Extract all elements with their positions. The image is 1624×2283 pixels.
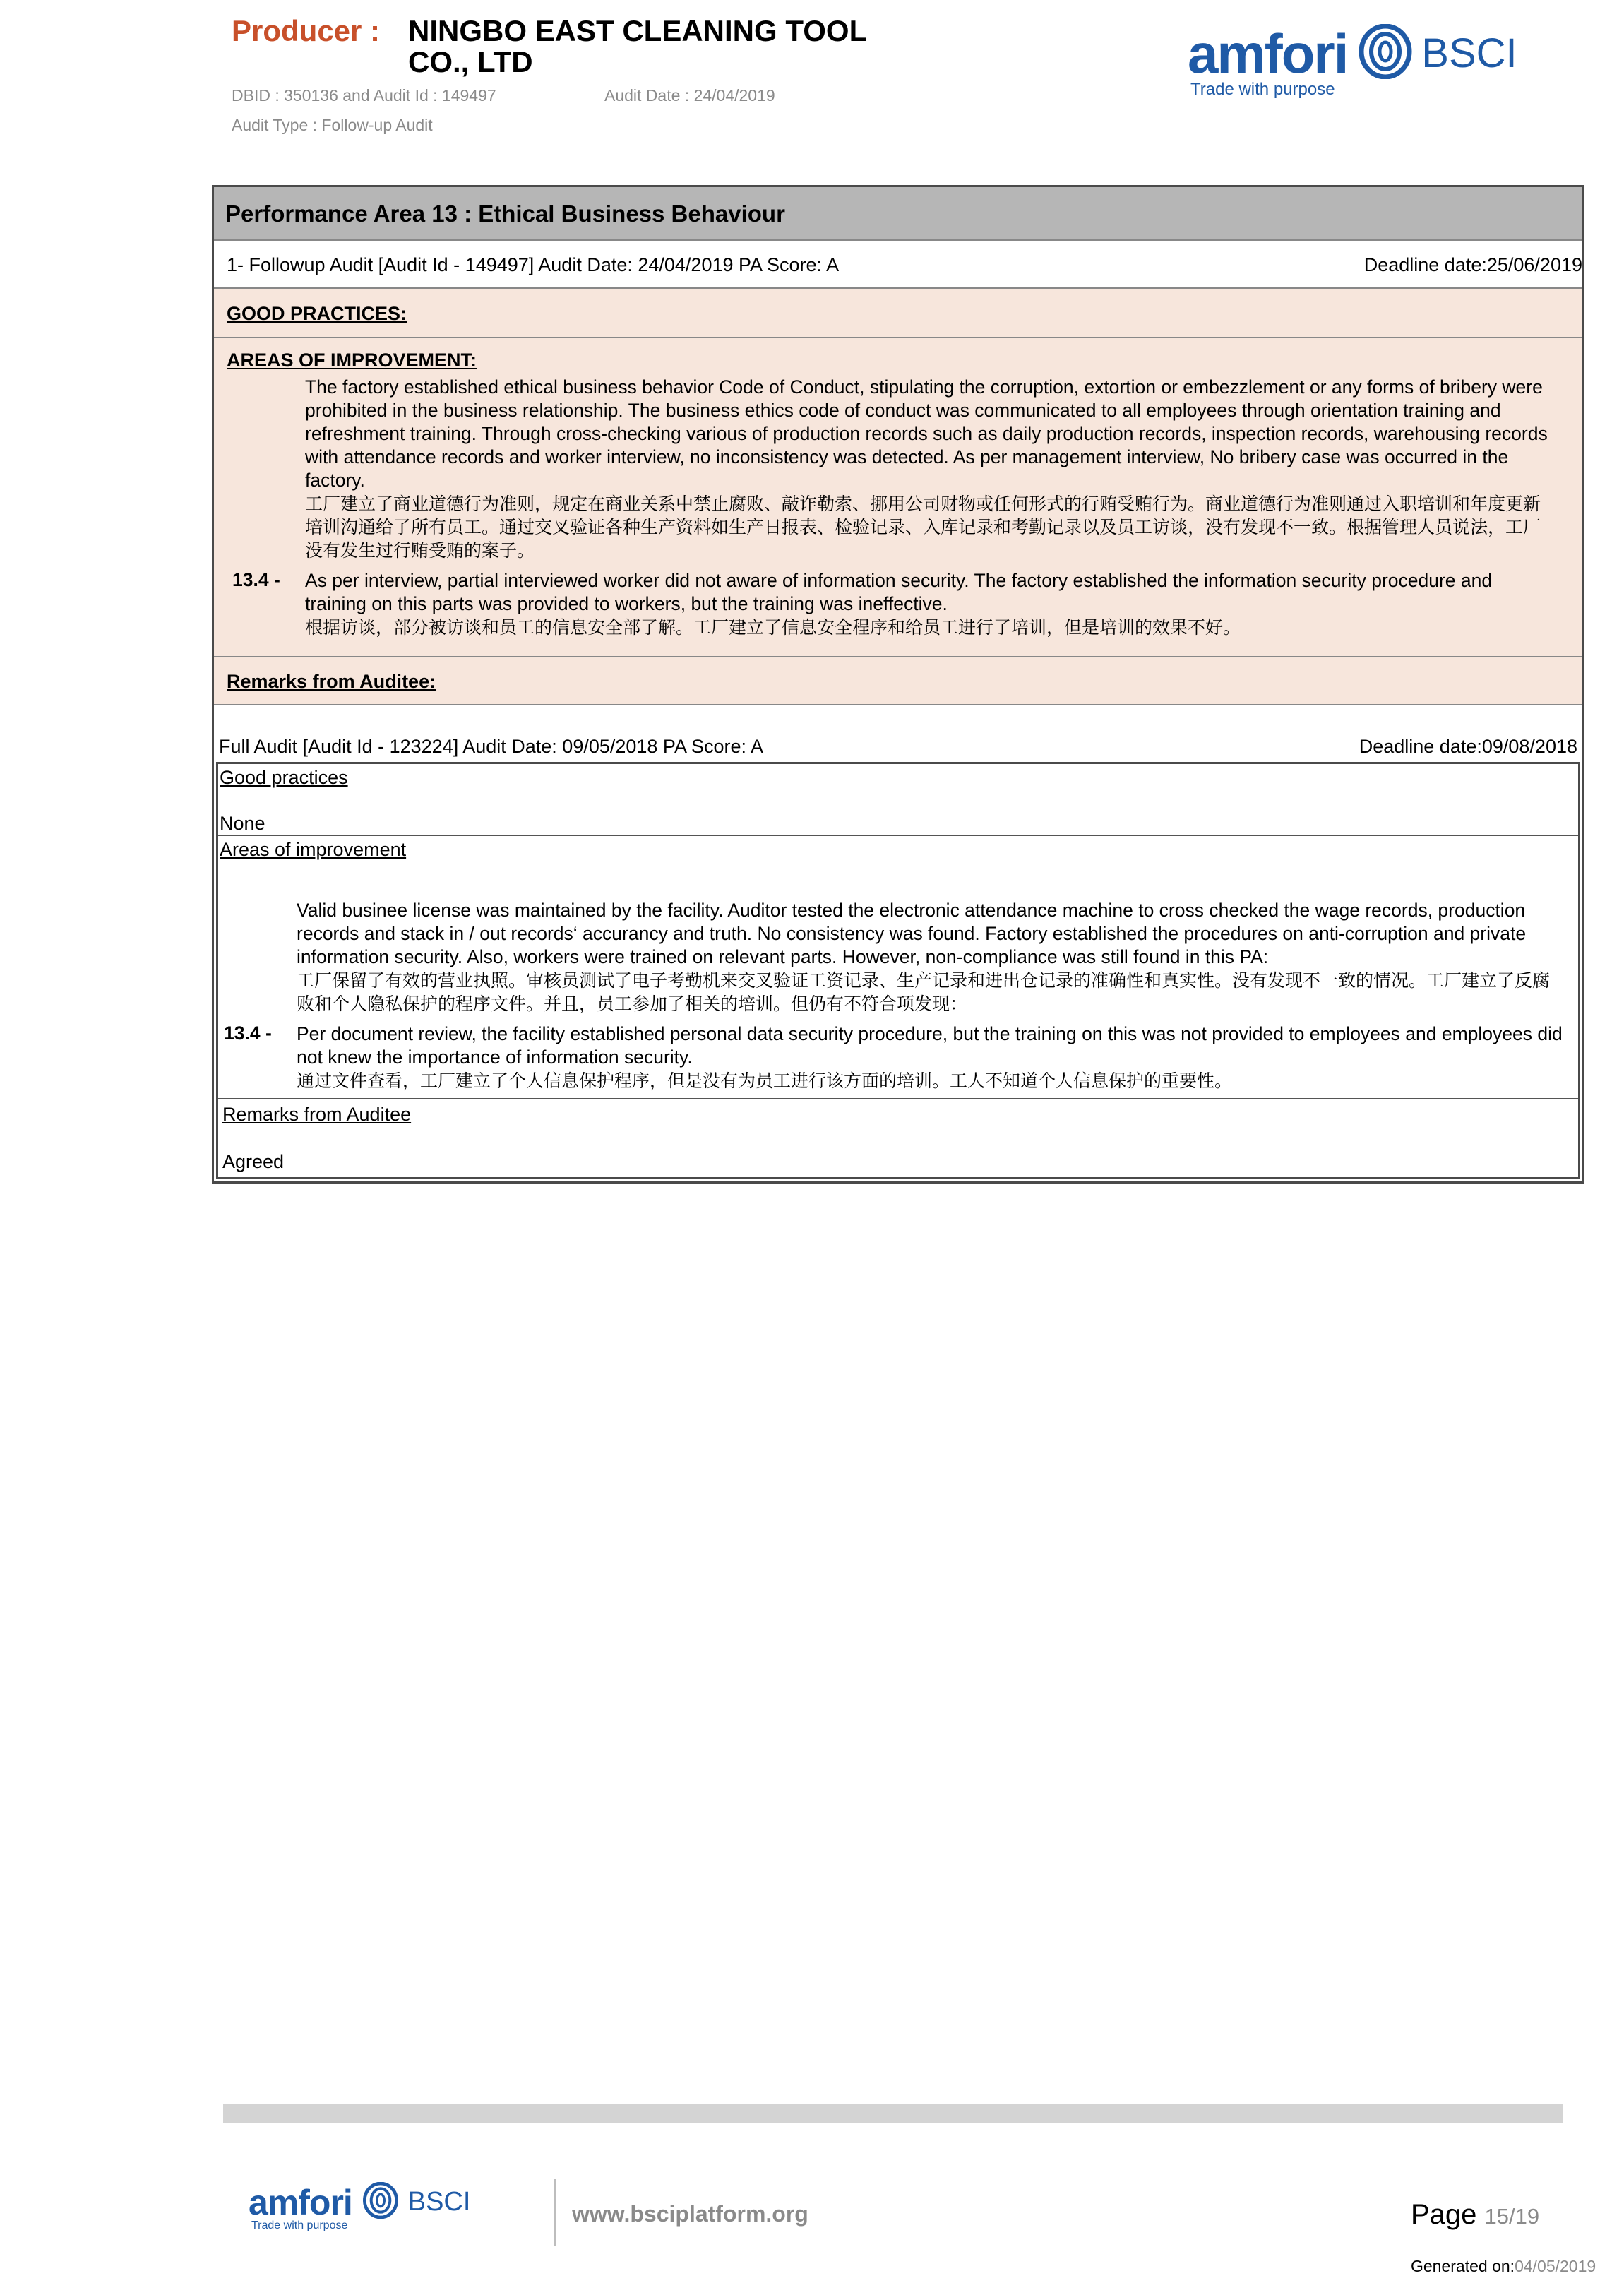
followup-audit-summary: 1- Followup Audit [Audit Id - 149497] Audit Date: 24/04/2019 PA Score: A (227, 254, 840, 275)
full-audit-good-practices-label: Good practices (220, 767, 348, 788)
producer-name-line2: CO., LTD (408, 45, 533, 78)
followup-deadline: Deadline date:25/06/2019 (1363, 254, 1582, 275)
footer-divider (554, 2179, 556, 2246)
followup-audit-row (214, 241, 1582, 289)
performance-area-table (212, 185, 1584, 1184)
full-audit-areas-label: Areas of improvement (220, 839, 407, 860)
full-audit-improvement-en: Valid businee license was maintained by the facility. Auditor tested the electronic attendance machine to cross checked the wage records, production records and stack in / out records‘ accurancy and truth. No consistency was found. Factory established the procedures on anti-corruption and private information security. Also, workers were trained on relevant parts. However, non-compliance was still found in this PA: (297, 900, 1527, 967)
generated-label: Generated on: (1411, 2257, 1515, 2275)
finding-number: 13.4 - (232, 569, 280, 590)
page-number (1411, 2199, 1539, 2231)
footer-amfori-bsci-logo (249, 2182, 470, 2232)
producer-name-line1: NINGBO EAST CLEANING TOOL (408, 14, 868, 47)
page-label: Page (1411, 2199, 1477, 2230)
full-audit-good-practices-value: None (220, 813, 265, 834)
footer-logo-word: amfori (249, 2182, 352, 2222)
footer-bar (223, 2104, 1563, 2123)
good-practices-label: GOOD PRACTICES: (227, 303, 407, 324)
amfori-ring-icon (1358, 24, 1413, 83)
improvement-text-zh: 工厂建立了商业道德行为准则，规定在商业关系中禁止腐败、敲诈勒索、挪用公司财物或任何形式的行贿受贿行为。商业道德行为准则通过入职培训和年度更新培训沟通给了所有员工。通过交叉验证各种生产资料如生产日报表、检验记录、入库记录和考勤记录以及员工访谈，没有发现不一致。根据管理人员说法，工厂没有发生过行贿受贿的案子。 (305, 494, 1541, 561)
finding-text-en: As per interview, partial interviewed worker did not aware of information security. The factory established the information security procedure and training on this parts was provided to workers, but the training was ineffective. (305, 570, 1493, 614)
footer-logo-bsci: BSCI (407, 2187, 471, 2217)
logo-tagline: Trade with purpose (1190, 80, 1335, 99)
full-audit-row (214, 705, 1582, 762)
full-audit-remarks (218, 1099, 1578, 1177)
full-audit-details (216, 762, 1580, 1179)
amfori-ring-icon (362, 2182, 399, 2222)
finding-text-zh: 根据访谈，部分被访谈和员工的信息安全部了解。工厂建立了信息安全程序和给员工进行了培训，但是培训的效果不好。 (305, 617, 1241, 638)
finding-item (214, 569, 1582, 639)
producer-name (408, 16, 902, 78)
full-audit-remarks-label: Remarks from Auditee (222, 1104, 412, 1125)
remarks-label: Remarks from Auditee: (227, 671, 436, 692)
good-practices-row (214, 289, 1582, 338)
amfori-bsci-logo (1188, 24, 1517, 100)
full-audit-finding-item (218, 1023, 1578, 1092)
dbid-text: DBID : 350136 and Audit Id : 149497 (232, 86, 496, 105)
audit-type-text: Audit Type : Follow-up Audit (232, 116, 433, 134)
generated-date: 04/05/2019 (1515, 2257, 1596, 2275)
performance-area-title: Performance Area 13 : Ethical Business Behaviour (214, 187, 1582, 241)
logo-word: amfori (1188, 22, 1348, 85)
full-audit-good-practices (218, 764, 1578, 836)
audit-date-text: Audit Date : 24/04/2019 (604, 86, 775, 105)
full-audit-summary: Full Audit [Audit Id - 123224] Audit Date: 09/05/2018 PA Score: A (219, 736, 764, 757)
website-link[interactable]: www.bsciplatform.org (572, 2201, 808, 2227)
full-audit-remarks-value: Agreed (222, 1151, 285, 1172)
full-audit-finding-zh: 通过文件查看，工厂建立了个人信息保护程序，但是没有为员工进行该方面的培训。工人不知道个人信息保护的重要性。 (297, 1071, 1233, 1091)
full-audit-finding-en: Per document review, the facility established personal data security procedure, but the training on this was not provided to employees and employees did not knew the importance of information security. (297, 1023, 1563, 1068)
generated-on (1411, 2257, 1596, 2276)
areas-of-improvement-label: AREAS OF IMPROVEMENT: (227, 350, 477, 371)
producer-label: Producer : (232, 14, 381, 47)
footer-logo-tagline: Trade with purpose (251, 2219, 348, 2231)
full-audit-finding-number: 13.4 - (224, 1023, 272, 1044)
full-audit-improvement-zh: 工厂保留了有效的营业执照。审核员测试了电子考勤机来交叉验证工资记录、生产记录和进出仓记录的准确性和真实性。没有发现不一致的情况。工厂建立了反腐败和个人隐私保护的程序文件。并且，员工参加了相关的培训。但仍有不符合项发现： (297, 970, 1551, 1014)
remarks-from-auditee-row (214, 657, 1582, 705)
areas-of-improvement-row (214, 338, 1582, 657)
improvement-text-en: The factory established ethical business behavior Code of Conduct, stipulating the corruption, extortion or embezzlement or any forms of bribery were prohibited in the business relationship. The business ethics code of conduct was communicated to all employees through orientation training and refreshment training. Through cross-checking various of production records such as daily production records, inspection records, warehousing records with attendance records and worker interview, no inconsistency was detected. As per management interview, No bribery case was occurred in the factory. (305, 376, 1548, 491)
page-value: 15/19 (1484, 2204, 1540, 2229)
logo-bsci: BSCI (1421, 30, 1517, 76)
full-audit-areas-of-improvement (218, 836, 1578, 1099)
full-audit-deadline: Deadline date:09/08/2018 (1359, 736, 1577, 757)
